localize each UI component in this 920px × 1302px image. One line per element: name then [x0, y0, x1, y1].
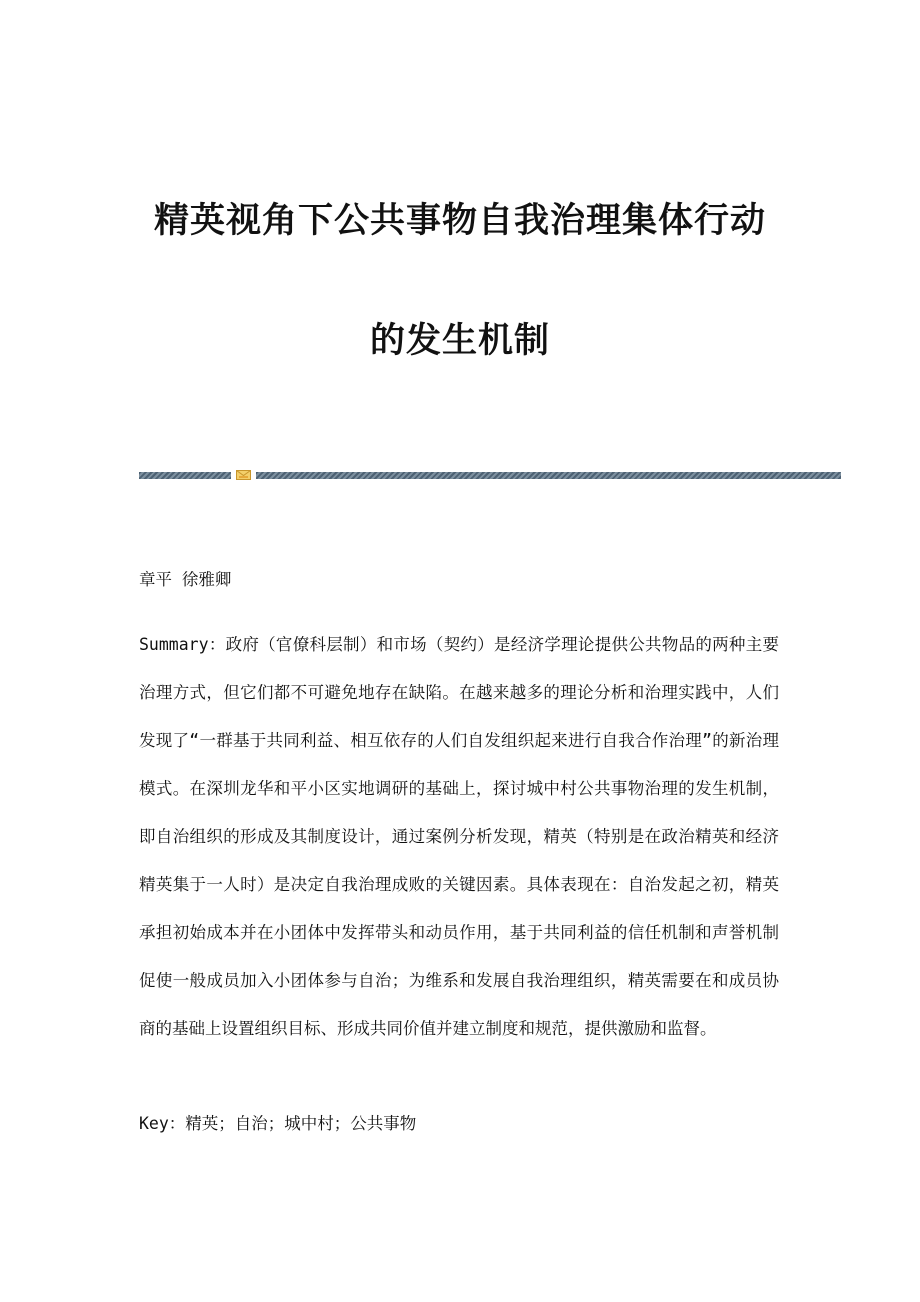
paper-title-line-1: 精英视角下公共事物自我治理集体行动	[153, 200, 766, 241]
abstract-summary: Summary：政府（官僚科层制）和市场（契约）是经济学理论提供公共物品的两种主要治理方式，但它们都不可避免地存在缺陷。在越来越多的理论分析和治理实践中，人们发现了“一群基于共同利益、相互依存的人们自发组织起来进行自我合作治理”的新治理模式。在深圳龙华和平小区实地调研的基础上，探讨城中村公共事物治理的发生机制，即自治组织的形成及其制度设计，通过案例分析发现，精英（特别是在政治精英和经济精英集于一人时）是决定自我治理成败的关键因素。具体表现在：自治发起之初，精英承担初始成本并在小团体中发挥带头和动员作用，基于共同利益的信任机制和声誉机制促使一般成员加入小团体参与自治；为维系和发展自我治理组织，精英需要在和成员协商的基础上设置组织目标、形成共同价值并建立制度和规范，提供激励和监督。	[139, 635, 779, 1038]
title-divider	[139, 469, 841, 481]
paper-title-line-2: 的发生机制	[369, 320, 550, 361]
authors: 章平 徐雅卿	[139, 570, 232, 589]
keywords: Key：精英；自治；城中村；公共事物	[139, 1114, 417, 1133]
divider-bar-right	[256, 472, 841, 479]
envelope-emblem-icon	[236, 469, 251, 481]
divider-bar-left	[139, 472, 231, 479]
